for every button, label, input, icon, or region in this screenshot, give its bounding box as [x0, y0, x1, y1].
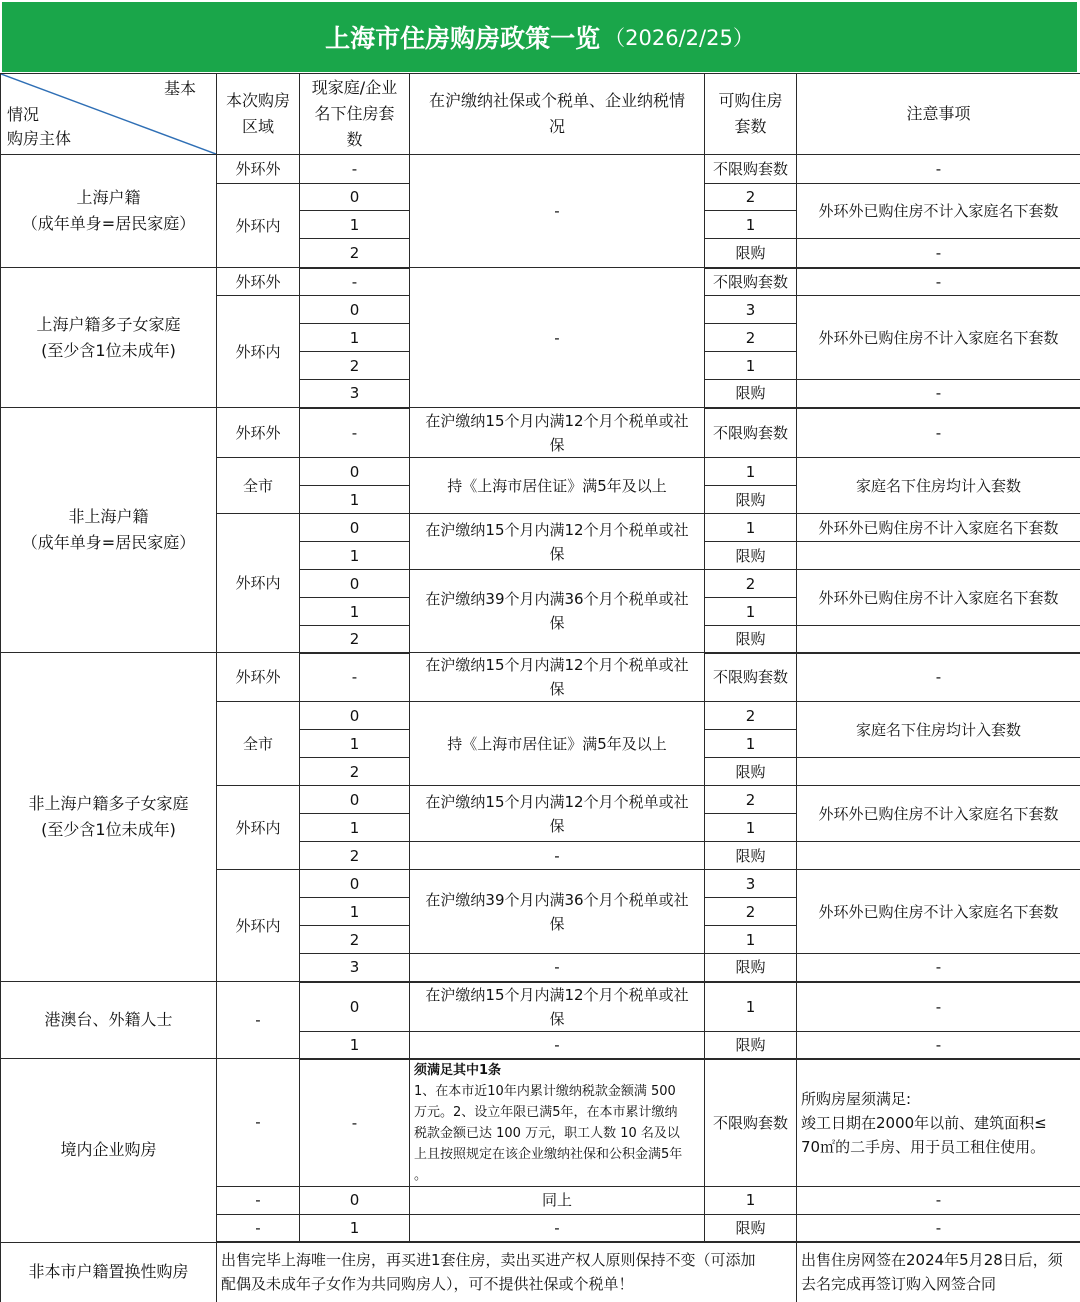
- table-row: [1, 1059, 1080, 1187]
- buyable-cell: 限购: [705, 542, 797, 570]
- social-cell: -: [410, 842, 705, 870]
- buyable-cell: 2: [705, 786, 797, 814]
- buyable-cell: 限购: [705, 1032, 797, 1059]
- buyable-cell: 限购: [705, 842, 797, 870]
- buyable-cell: 限购: [705, 1214, 797, 1242]
- note-cell: -: [797, 408, 1080, 458]
- subject-nonsh-single: 非上海户籍 （成年单身=居民家庭）: [1, 408, 217, 653]
- buyable-cell: 1: [705, 211, 797, 239]
- region-cell: 外环外: [217, 268, 300, 296]
- buyable-cell: 不限购套数: [705, 408, 797, 458]
- note-cell: -: [797, 1186, 1080, 1214]
- note-cell: 外环外已购住房不计入家庭名下套数: [797, 184, 1080, 239]
- count-cell: 2: [300, 626, 410, 653]
- table-row: [1, 408, 1080, 458]
- header-buyable: 可购住房 套数: [705, 74, 797, 155]
- note-cell: [797, 842, 1080, 870]
- social-cell: 在沪缴纳15个月内满12个月个税单或社 保: [410, 408, 705, 458]
- page-title: 上海市住房购房政策一览: [325, 24, 601, 53]
- buyable-cell: 1: [705, 352, 797, 380]
- count-cell: 3: [300, 954, 410, 982]
- count-cell: 3: [300, 380, 410, 408]
- count-cell: -: [300, 653, 410, 702]
- note-cell: -: [797, 268, 1080, 296]
- social-cell: 持《上海市居住证》满5年及以上: [410, 458, 705, 514]
- count-cell: 2: [300, 239, 410, 268]
- buyable-cell: 1: [705, 730, 797, 758]
- region-cell: -: [217, 1186, 300, 1214]
- region-cell: 外环内: [217, 296, 300, 408]
- social-cell: -: [410, 954, 705, 982]
- region-cell: 全市: [217, 702, 300, 786]
- social-cell: 在沪缴纳39个月内满36个月个税单或社 保: [410, 870, 705, 954]
- social-cell: 在沪缴纳15个月内满12个月个税单或社 保: [410, 982, 705, 1032]
- count-cell: 2: [300, 842, 410, 870]
- region-cell: 外环外: [217, 653, 300, 702]
- buyable-cell: 限购: [705, 380, 797, 408]
- buyable-cell: 1: [705, 514, 797, 542]
- social-cell: 在沪缴纳15个月内满12个月个税单或社 保: [410, 653, 705, 702]
- social-cell: 同上: [410, 1186, 705, 1214]
- note-cell: -: [797, 155, 1080, 184]
- region-cell: 全市: [217, 458, 300, 514]
- buyable-cell: 限购: [705, 954, 797, 982]
- subject-sh-multi: 上海户籍多子女家庭 (至少含1位未成年): [1, 268, 217, 408]
- count-cell: 0: [300, 702, 410, 730]
- buyable-cell: 3: [705, 296, 797, 324]
- region-cell: 外环外: [217, 408, 300, 458]
- table-row: [1, 1242, 1080, 1302]
- header-notes: 注意事项: [797, 74, 1080, 155]
- social-cell: 持《上海市居住证》满5年及以上: [410, 702, 705, 786]
- table-row: [1, 982, 1080, 1032]
- note-cell: 家庭名下住房均计入套数: [797, 702, 1080, 758]
- note-cell: -: [797, 653, 1080, 702]
- policy-table: [0, 73, 1080, 1302]
- table-row: [1, 653, 1080, 702]
- note-cell: -: [797, 1032, 1080, 1059]
- count-cell: -: [300, 1059, 410, 1187]
- buyable-cell: 1: [705, 926, 797, 954]
- region-cell: -: [217, 1214, 300, 1242]
- count-cell: 0: [300, 786, 410, 814]
- count-cell: 2: [300, 758, 410, 786]
- region-cell: -: [217, 982, 300, 1059]
- enterprise-req-head: 须满足其中1条: [414, 1062, 502, 1078]
- table-row: [1, 268, 1080, 296]
- subject-sh-single: 上海户籍 （成年单身=居民家庭）: [1, 155, 217, 268]
- count-cell: 1: [300, 898, 410, 926]
- note-cell: -: [797, 954, 1080, 982]
- header-row: [1, 74, 1080, 155]
- header-corner-cell: [1, 74, 217, 155]
- note-cell: 外环外已购住房不计入家庭名下套数: [797, 296, 1080, 380]
- buyable-cell: 2: [705, 702, 797, 730]
- count-cell: 0: [300, 982, 410, 1032]
- buyable-cell: 2: [705, 898, 797, 926]
- buyable-cell: 1: [705, 814, 797, 842]
- swap-note-cell: 出售住房网签在2024年5月28日后，须 去名完成再签订购入网签合同: [797, 1242, 1080, 1302]
- buyable-cell: 不限购套数: [705, 653, 797, 702]
- note-cell: 外环外已购住房不计入家庭名下套数: [797, 870, 1080, 954]
- count-cell: 1: [300, 324, 410, 352]
- header-corner-basic: 基本: [163, 79, 196, 98]
- count-cell: 1: [300, 730, 410, 758]
- buyable-cell: 不限购套数: [705, 268, 797, 296]
- region-cell: 外环外: [217, 155, 300, 184]
- social-cell: -: [410, 268, 705, 408]
- count-cell: 2: [300, 352, 410, 380]
- social-cell: -: [410, 155, 705, 268]
- count-cell: 1: [300, 1214, 410, 1242]
- count-cell: -: [300, 155, 410, 184]
- social-cell: 在沪缴纳39个月内满36个月个税单或社 保: [410, 570, 705, 653]
- count-cell: 1: [300, 486, 410, 514]
- note-cell: 外环外已购住房不计入家庭名下套数: [797, 570, 1080, 626]
- count-cell: 0: [300, 1186, 410, 1214]
- buyable-cell: 限购: [705, 626, 797, 653]
- region-cell: 外环内: [217, 184, 300, 268]
- buyable-cell: 2: [705, 570, 797, 598]
- region-cell: 外环内: [217, 786, 300, 870]
- count-cell: 0: [300, 514, 410, 542]
- count-cell: 0: [300, 458, 410, 486]
- count-cell: 0: [300, 570, 410, 598]
- note-cell: 家庭名下住房均计入套数: [797, 458, 1080, 514]
- header-house-count: 现家庭/企业 名下住房套 数: [300, 74, 410, 155]
- buyable-cell: 不限购套数: [705, 1059, 797, 1187]
- header-corner-situation: 情况: [7, 105, 40, 124]
- note-cell: [797, 758, 1080, 786]
- header-region: 本次购房 区域: [217, 74, 300, 155]
- buyable-cell: 1: [705, 598, 797, 626]
- buyable-cell: 1: [705, 982, 797, 1032]
- count-cell: -: [300, 408, 410, 458]
- subject-enterprise: 境内企业购房: [1, 1059, 217, 1243]
- social-cell: 在沪缴纳15个月内满12个月个税单或社 保: [410, 786, 705, 842]
- count-cell: -: [300, 268, 410, 296]
- buyable-cell: 1: [705, 1186, 797, 1214]
- note-cell: -: [797, 982, 1080, 1032]
- swap-description-cell: 出售完毕上海唯一住房，再买进1套住房，卖出买进产权人原则保持不变（可添加 配偶及未成年子女作为共同购房人），可不提供社保或个税单！: [217, 1242, 797, 1302]
- region-cell: 外环内: [217, 870, 300, 982]
- count-cell: 2: [300, 926, 410, 954]
- buyable-cell: 2: [705, 324, 797, 352]
- buyable-cell: 2: [705, 184, 797, 211]
- social-cell: -: [410, 1214, 705, 1242]
- count-cell: 0: [300, 870, 410, 898]
- note-cell: -: [797, 380, 1080, 408]
- count-cell: 1: [300, 211, 410, 239]
- social-cell: -: [410, 1032, 705, 1059]
- buyable-cell: 3: [705, 870, 797, 898]
- note-cell: 外环外已购住房不计入家庭名下套数: [797, 786, 1080, 842]
- note-cell: 外环外已购住房不计入家庭名下套数: [797, 514, 1080, 542]
- title-bar: [2, 2, 1077, 72]
- subject-swap: 非本市户籍置换性购房: [1, 1242, 217, 1302]
- buyable-cell: 限购: [705, 239, 797, 268]
- count-cell: 1: [300, 598, 410, 626]
- count-cell: 0: [300, 184, 410, 211]
- header-corner-subject: 购房主体: [7, 129, 72, 148]
- buyable-cell: 1: [705, 458, 797, 486]
- count-cell: 1: [300, 542, 410, 570]
- region-cell: -: [217, 1059, 300, 1187]
- enterprise-note-cell: 所购房屋须满足: 竣工日期在2000年以前、建筑面积≤ 70㎡的二手房、用于员工租住使用。: [797, 1059, 1080, 1187]
- enterprise-requirements-cell: 须满足其中1条 1、在本市近10年内累计缴纳税款金额满 500 万元。2、设立年限已满5年，在本市累计缴纳 税款金额已达 100 万元，职工人数 10 名及以 上且按照规定在该企业缴纳社保和公积金满5年 。: [410, 1059, 705, 1187]
- count-cell: 1: [300, 814, 410, 842]
- note-cell: -: [797, 1214, 1080, 1242]
- count-cell: 1: [300, 1032, 410, 1059]
- table-row: [1, 155, 1080, 184]
- subject-hkmt: 港澳台、外籍人士: [1, 982, 217, 1059]
- buyable-cell: 不限购套数: [705, 155, 797, 184]
- note-cell: -: [797, 239, 1080, 268]
- buyable-cell: 限购: [705, 486, 797, 514]
- social-cell: 在沪缴纳15个月内满12个月个税单或社 保: [410, 514, 705, 570]
- region-cell: 外环内: [217, 514, 300, 653]
- title-date: （2026/2/25）: [604, 26, 754, 50]
- subject-nonsh-multi: 非上海户籍多子女家庭 (至少含1位未成年): [1, 653, 217, 982]
- note-cell: [797, 542, 1080, 570]
- note-cell: [797, 626, 1080, 653]
- header-social-security: 在沪缴纳社保或个税单、企业纳税情 况: [410, 74, 705, 155]
- count-cell: 0: [300, 296, 410, 324]
- buyable-cell: 限购: [705, 758, 797, 786]
